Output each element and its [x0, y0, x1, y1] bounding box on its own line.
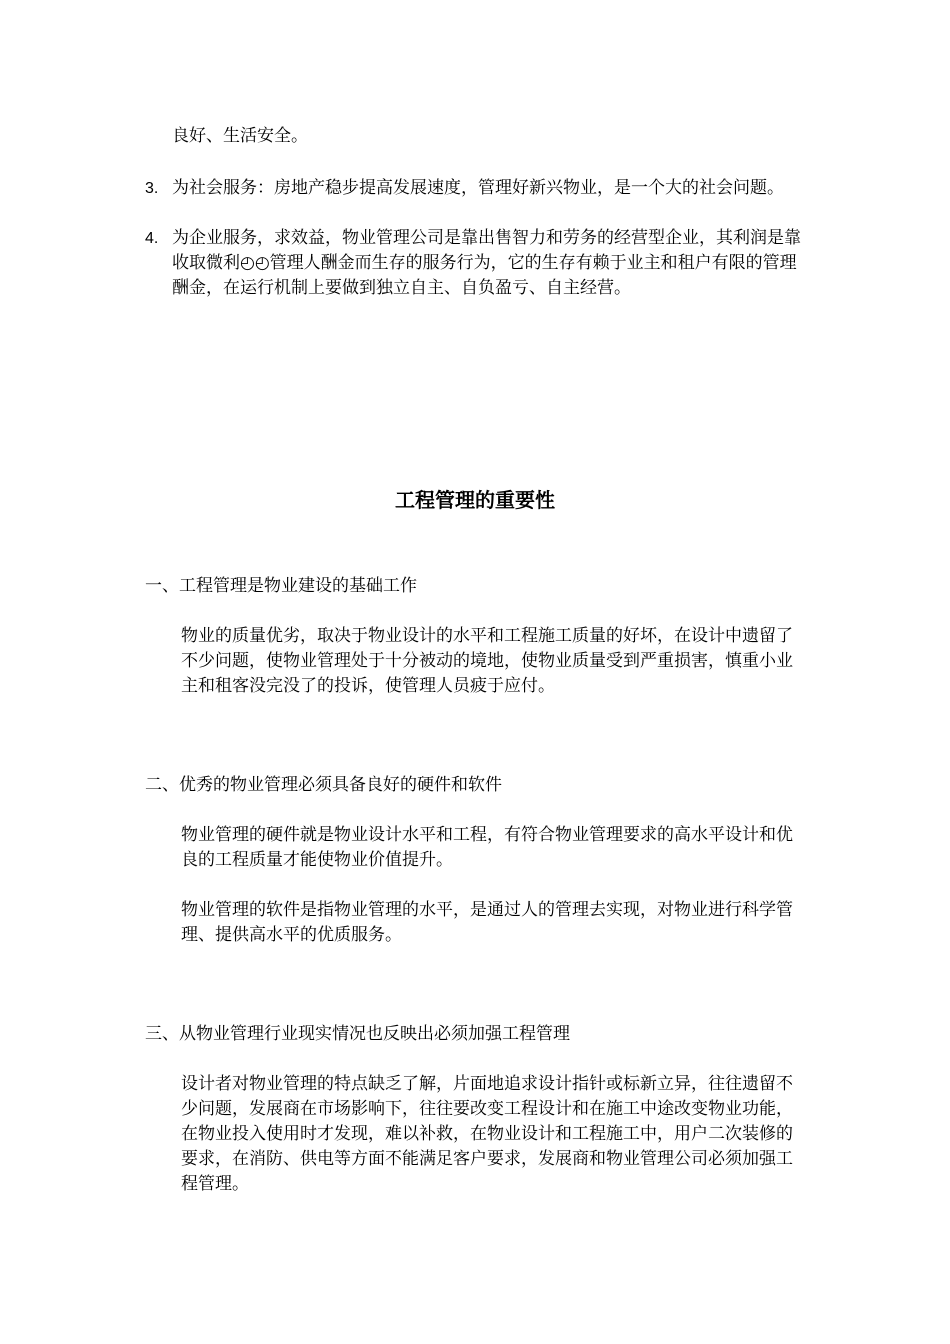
section-paragraph: 物业的质量优劣，取决于物业设计的水平和工程施工质量的好坏，在设计中遗留了不少问题，使物业管理处于十分被动的境地，使物业质量受到严重损害，慎重小业主和租客没完没了的投诉，使管理人员疲于应付。	[181, 626, 793, 696]
section-heading: 一、工程管理是物业建设的基础工作	[145, 576, 417, 596]
section-heading: 三、从物业管理行业现实情况也反映出必须加强工程管理	[145, 1024, 570, 1044]
list-item-text: 为社会服务：房地产稳步提高发展速度，管理好新兴物业，是一个大的社会问题。	[172, 178, 784, 198]
section-paragraph: 物业管理的硬件就是物业设计水平和工程，有符合物业管理要求的高水平设计和优良的工程质量才能使物业价值提升。	[181, 825, 793, 870]
section-paragraph: 物业管理的软件是指物业管理的水平，是通过人的管理去实现，对物业进行科学管理、提供高水平的优质服务。	[181, 900, 793, 945]
list-number: 3.	[145, 180, 159, 197]
page-title: 工程管理的重要性	[395, 488, 555, 512]
section-paragraph: 设计者对物业管理的特点缺乏了解，片面地追求设计指针或标新立异，往往遗留不少问题，发展商在市场影响下，往往要改变工程设计和在施工中途改变物业功能，在物业投入使用时才发现，难以补救，在物业设计和工程施工中，用户二次装修的要求，在消防、供电等方面不能满足客户要求，发展商和物业管理公司必须加强工程管理。	[181, 1074, 793, 1194]
continuation-text: 良好、生活安全。	[172, 126, 308, 146]
list-item-text: 为企业服务，求效益，物业管理公司是靠出售智力和劳务的经营型企业，其利润是靠收取微利◴◴管理人酬金而生存的服务行为，它的生存有赖于业主和租户有限的管理酬金，在运行机制上要做到独立自主、自负盈亏、自主经营。	[172, 228, 801, 298]
list-number: 4.	[145, 230, 159, 247]
section-heading: 二、优秀的物业管理必须具备良好的硬件和软件	[145, 775, 502, 795]
